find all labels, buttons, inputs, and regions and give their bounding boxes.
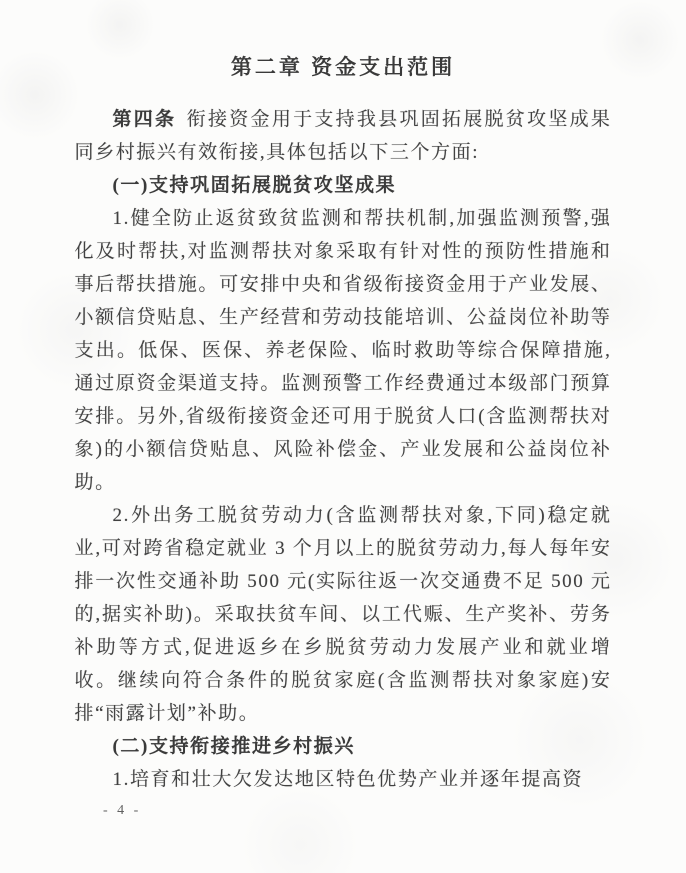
article-4-paragraph — [75, 103, 612, 169]
section-1-heading: (一)支持巩固拓展脱贫攻坚成果 — [112, 175, 397, 196]
page-number: - 4 - — [103, 803, 142, 818]
article-4-text: 衔接资金用于支持我县巩固拓展脱贫攻坚成果同乡村振兴有效衔接,具体包括以下三个方面: — [74, 109, 612, 163]
section-1-item-2: 2.外出务工脱贫劳动力(含监测帮扶对象,下同)稳定就业,可对跨省稳定就业 3 个月以上的脱贫劳动力,每人每年安排一次性交通补助 500 元(实际往返一次交通费不足 500 元的,据实补助)。采取扶贫车间、以工代赈、生产奖补、劳务补助等方式,促进返乡在乡脱贫劳动力发展产业和就业增收。继续向符合条件的脱贫家庭(含监测帮扶对象家庭)安排“雨露计划”补助。 — [74, 505, 612, 724]
chapter-title: 第二章 资金支出范围 — [230, 55, 456, 79]
section-2-item-1: 1.培育和壮大欠发达地区特色优势产业并逐年提高资 — [112, 769, 584, 790]
section-1-item-1: 1.健全防止返贫致贫监测和帮扶机制,加强监测预警,强化及时帮扶,对监测帮扶对象采取有针对性的预防性措施和事后帮扶措施。可安排中央和省级衔接资金用于产业发展、小额信贷贴息、生产经营和劳动技能培训、公益岗位补助等支出。低保、医保、养老保险、临时救助等综合保障措施,通过原资金渠道支持。监测预警工作经费通过本级部门预算安排。另外,省级衔接资金还可用于脱贫人口(含监测帮扶对象)的小额信贷贴息、风险补偿金、产业发展和公益岗位补助。 — [74, 208, 612, 493]
document-body — [75, 103, 612, 796]
article-4-label: 第四条 — [112, 109, 177, 130]
section-2-heading: (二)支持衔接推进乡村振兴 — [112, 736, 355, 757]
